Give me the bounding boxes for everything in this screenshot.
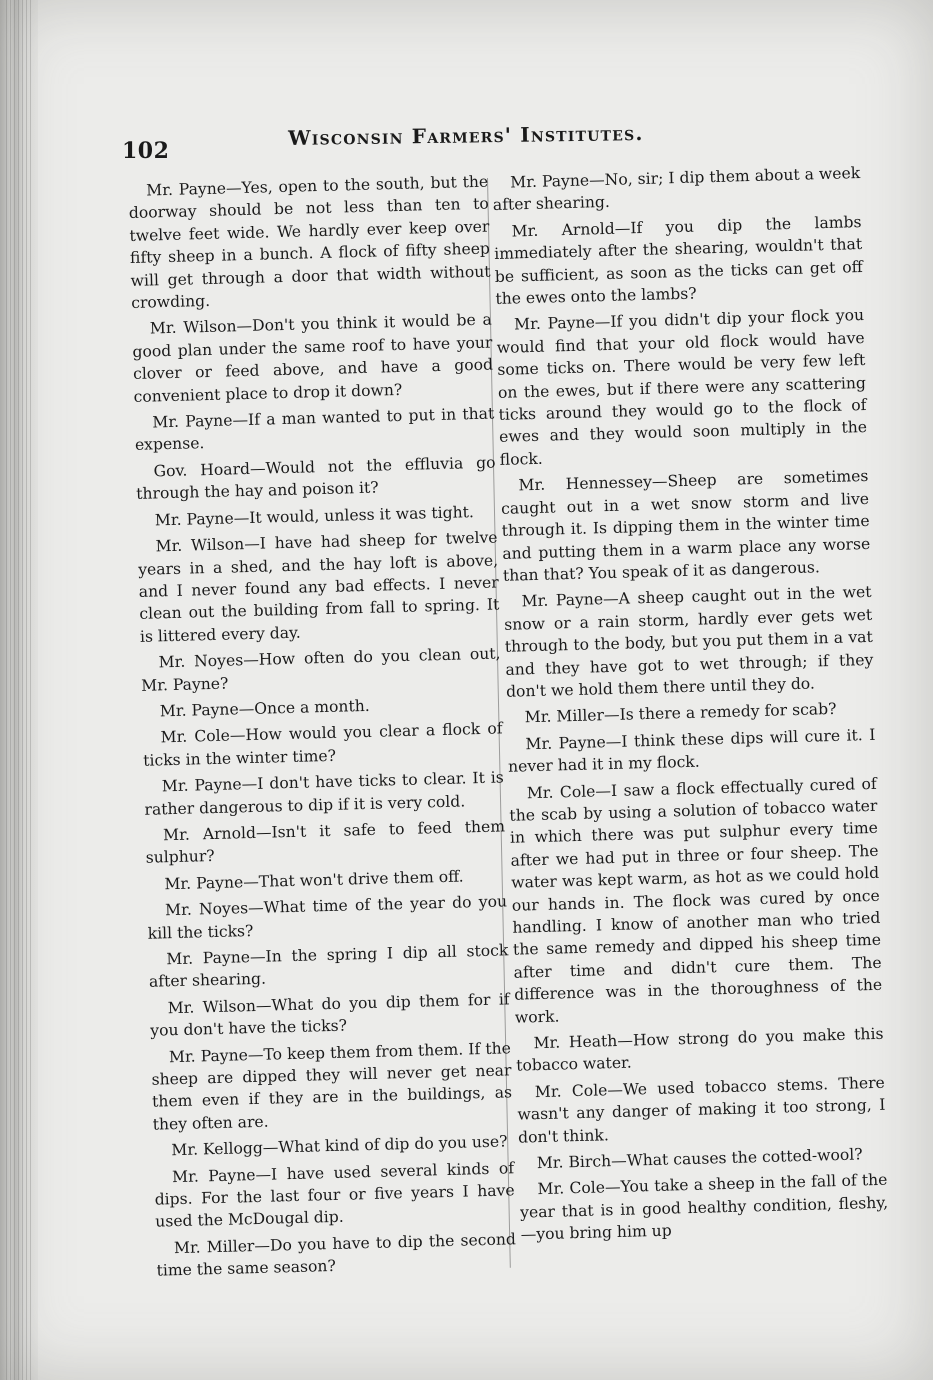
paragraph: Mr. Payne—Yes, open to the south, but the doorway should be not less than ten to twelve feet wide. We hardly ever keep over fifty sheep in a bunch. A flock of fifty sheep will get through a door that width without crowding.: [128, 172, 491, 312]
paragraph: Mr. Kellogg—What kind of dip do you use?: [171, 1132, 508, 1160]
paragraph: Mr. Payne—Once a month.: [159, 696, 370, 721]
page-edge-lines: [6, 0, 32, 1380]
paragraph: Mr. Miller—Is there a remedy for scab?: [524, 700, 837, 727]
paragraph: Mr. Miller—Do you have to dip the second time the same season?: [156, 1230, 517, 1280]
paragraph: Mr. Noyes—How often do you clean out, Mr. Payne?: [140, 644, 501, 695]
paragraph: Mr. Wilson—I have had sheep for twelve years in a shed, and the hay loft is above, and I never found any bad effects. I never clean out the building from fall to spring. It is littered every day.: [137, 528, 500, 646]
right-column: [492, 162, 890, 1292]
paragraph: Mr. Payne—In the spring I dip all stock after shearing.: [148, 941, 509, 992]
paragraph: Mr. Cole—How would you clear a flock of ticks in the winter time?: [142, 719, 503, 770]
paragraph: Mr. Cole—You take a sheep in the fall of the year that is in good healthy condition, fleshy,—you bring him up: [519, 1171, 889, 1244]
paragraph: Mr. Payne—No, sir; I dip them about a week after shearing.: [492, 164, 861, 215]
paragraph: Mr. Cole—We used tobacco stems. There wasn't any danger of making it too strong, I don't think.: [517, 1073, 886, 1147]
paragraph: Mr. Payne—To keep them from them. If the sheep are dipped they will never get near them even if they are in the buildings, as they often are.: [151, 1038, 513, 1134]
left-column: [128, 171, 517, 1290]
paragraph: Mr. Hennessey—Sheep are sometimes caught out in a wet snow storm and live through it. Is dipping them in the winter time and putting them in a warm place any worse than that? You speak of it as dangerous.: [500, 467, 871, 585]
paragraph: Mr. Wilson—What do you dip them for if you don't have the ticks?: [150, 990, 510, 1040]
paragraph: Mr. Payne—It would, unless it was tight.: [154, 502, 475, 530]
paragraph: Mr. Arnold—If you dip the lambs immediately after the shearing, wouldn't that be sufficient, as soon as the ticks can get off the ewes onto the lambs?: [493, 212, 863, 308]
paragraph: Mr. Noyes—What time of the year do you kill the ticks?: [147, 892, 508, 943]
paragraph: Mr. Arnold—Isn't it safe to feed them sulphur?: [145, 817, 506, 868]
paragraph: Mr. Cole—I saw a flock effectually cured of the scab by using a solution of tobacco water in which there was put sulphur every time after we had put in three or four sheep. The water was kept warm, as hot as we could hold our hands in. The flock was cured by once handling. I know of another man who tried the same remedy and dipped his sheep time after time and didn't cure them. The difference was in the thoroughness of the work.: [509, 774, 883, 1027]
paragraph: Mr. Payne—A sheep caught out in the wet snow or a rain storm, hardly ever gets wet through to the body, but you put them in a vat and they have got to wet through; if they don't we hold them there until they do.: [504, 583, 874, 701]
paragraph: Mr. Payne—I think these dips will cure it. I never had it in my flock.: [507, 725, 876, 776]
paragraph: Mr. Wilson—Don't you think it would be a good plan under the same roof to have your clover or feed above, and have a good convenient place to drop it down?: [132, 310, 494, 406]
paragraph: Mr. Birch—What causes the cotted-wool?: [536, 1145, 863, 1173]
paragraph: Mr. Payne—I have used several kinds of dips. For the last four or five years I have used the McDougal dip.: [154, 1158, 515, 1232]
page-header: [122, 121, 682, 166]
paragraph: Mr. Payne—If a man wanted to put in that expense.: [134, 404, 495, 455]
page-gutter: [0, 0, 38, 1380]
paragraph: Mr. Payne—That won't drive them off.: [164, 867, 464, 894]
paragraph: Mr. Heath—How strong do you make this tobacco water.: [515, 1024, 884, 1076]
paragraph: Gov. Hoard—Would not the effluvia go through the hay and poison it?: [135, 453, 496, 504]
paragraph: Mr. Payne—I don't have ticks to clear. It is rather dangerous to dip if it is very cold.: [144, 768, 505, 819]
page-number: 102: [122, 138, 170, 164]
running-title: Wisconsin Farmers' Institutes.: [288, 121, 644, 150]
paragraph: Mr. Payne—If you didn't dip your flock you would find that your old flock would have some ticks on. There would be very few left on the ewes, but if there were any scattering ticks around they would go to the flock of ewes and they would soon multiply in the flock.: [496, 306, 868, 469]
